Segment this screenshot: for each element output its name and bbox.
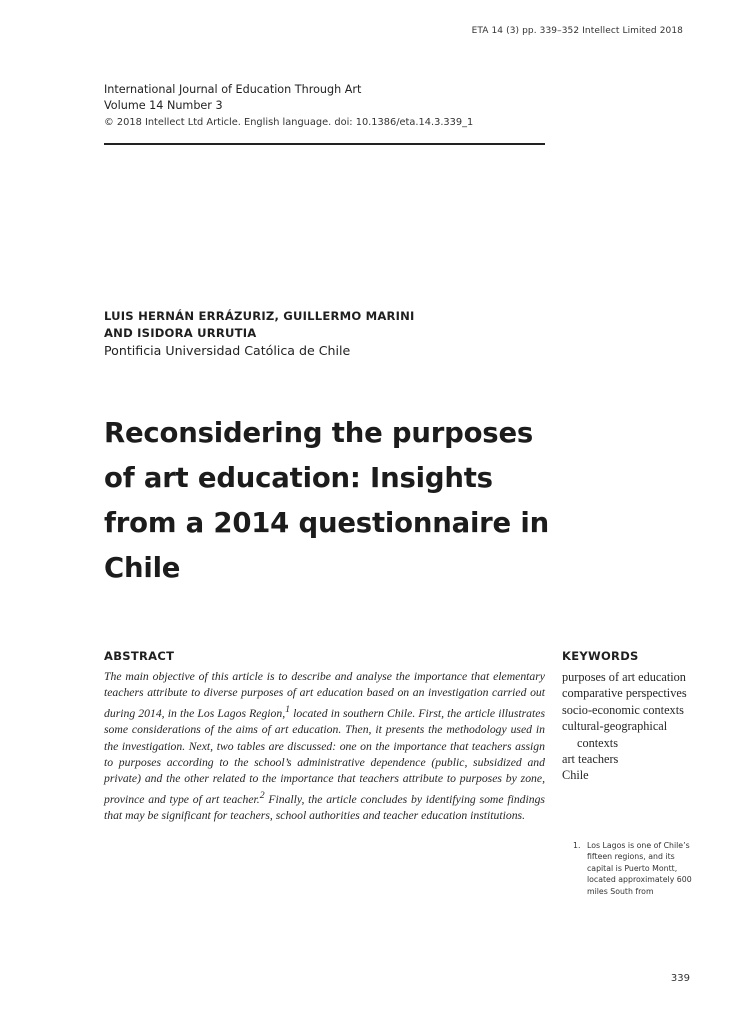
journal-info <box>104 82 545 131</box>
keywords-heading: KEYWORDS <box>562 649 639 663</box>
keywords-section <box>562 649 702 784</box>
abstract-text-part-3: Finally, the article concludes by identifying some findings that may be significant for teachers, school authorities and teacher education institutions. <box>104 792 545 823</box>
abstract-text-part-2: located in southern Chile. First, the article illustrates some considerations of the aims of art education. Then, it presents the methodology used in the investigation. Next, two tables are discussed: one on the importance that teachers assign to purposes according to the school’s administrative dependence (public, subsidized and private) and the other related to the importance that teachers attribute to purposes by zone, province and type of art teacher. <box>104 706 545 806</box>
journal-copyright: © 2018 Intellect Ltd Article. English language. doi: 10.1386/eta.14.3.339_1 <box>104 117 474 128</box>
keyword-item: purposes of art education <box>562 670 686 684</box>
abstract-text-part-1: The main objective of this article is to describe and analyse the importance that elementary teachers attribute to diverse purposes of art education based on an investigation carried out during 2014, in the Los Lagos Region, <box>104 670 545 720</box>
footnote-ref-1[interactable]: 1 <box>285 703 291 715</box>
author-names-line-1: LUIS HERNÁN ERRÁZURIZ, GUILLERMO MARINI <box>104 309 415 323</box>
keywords-list <box>562 669 702 784</box>
keyword-item: cultural-geographical contexts <box>562 719 668 750</box>
footnote-text: Los Lagos is one of Chile’s fifteen regions, and its capital is Puerto Montt, located approximately 600 miles South from <box>587 841 692 896</box>
footnote-ref-2[interactable]: 2 <box>259 789 265 801</box>
abstract-heading: ABSTRACT <box>104 649 175 663</box>
article-title <box>104 411 549 591</box>
journal-volume: Volume 14 Number 3 <box>104 99 223 112</box>
footnote-number: 1. <box>573 841 581 850</box>
title-line-1: Reconsidering the purposes <box>104 417 534 449</box>
keyword-item: art teachers <box>562 752 619 767</box>
keyword-item: comparative perspectives <box>562 686 687 701</box>
abstract-text <box>104 669 545 824</box>
author-names-line-2: AND ISIDORA URRUTIA <box>104 326 257 340</box>
title-line-2: of art education: Insights <box>104 462 493 494</box>
running-head: ETA 14 (3) pp. 339–352 Intellect Limited 2018 <box>471 26 683 36</box>
footnote-1 <box>573 840 703 897</box>
author-affiliation: Pontificia Universidad Católica de Chile <box>104 343 351 358</box>
abstract-section <box>104 649 545 824</box>
keyword-item: socio-economic contexts <box>562 702 684 717</box>
keyword-item: Chile <box>562 768 589 783</box>
journal-name: International Journal of Education Through Art <box>104 83 362 96</box>
header-rule <box>104 143 545 145</box>
page-number: 339 <box>670 973 690 984</box>
title-line-4: Chile <box>104 552 181 584</box>
title-line-3: from a 2014 questionnaire in <box>104 507 549 539</box>
author-block <box>104 308 564 360</box>
